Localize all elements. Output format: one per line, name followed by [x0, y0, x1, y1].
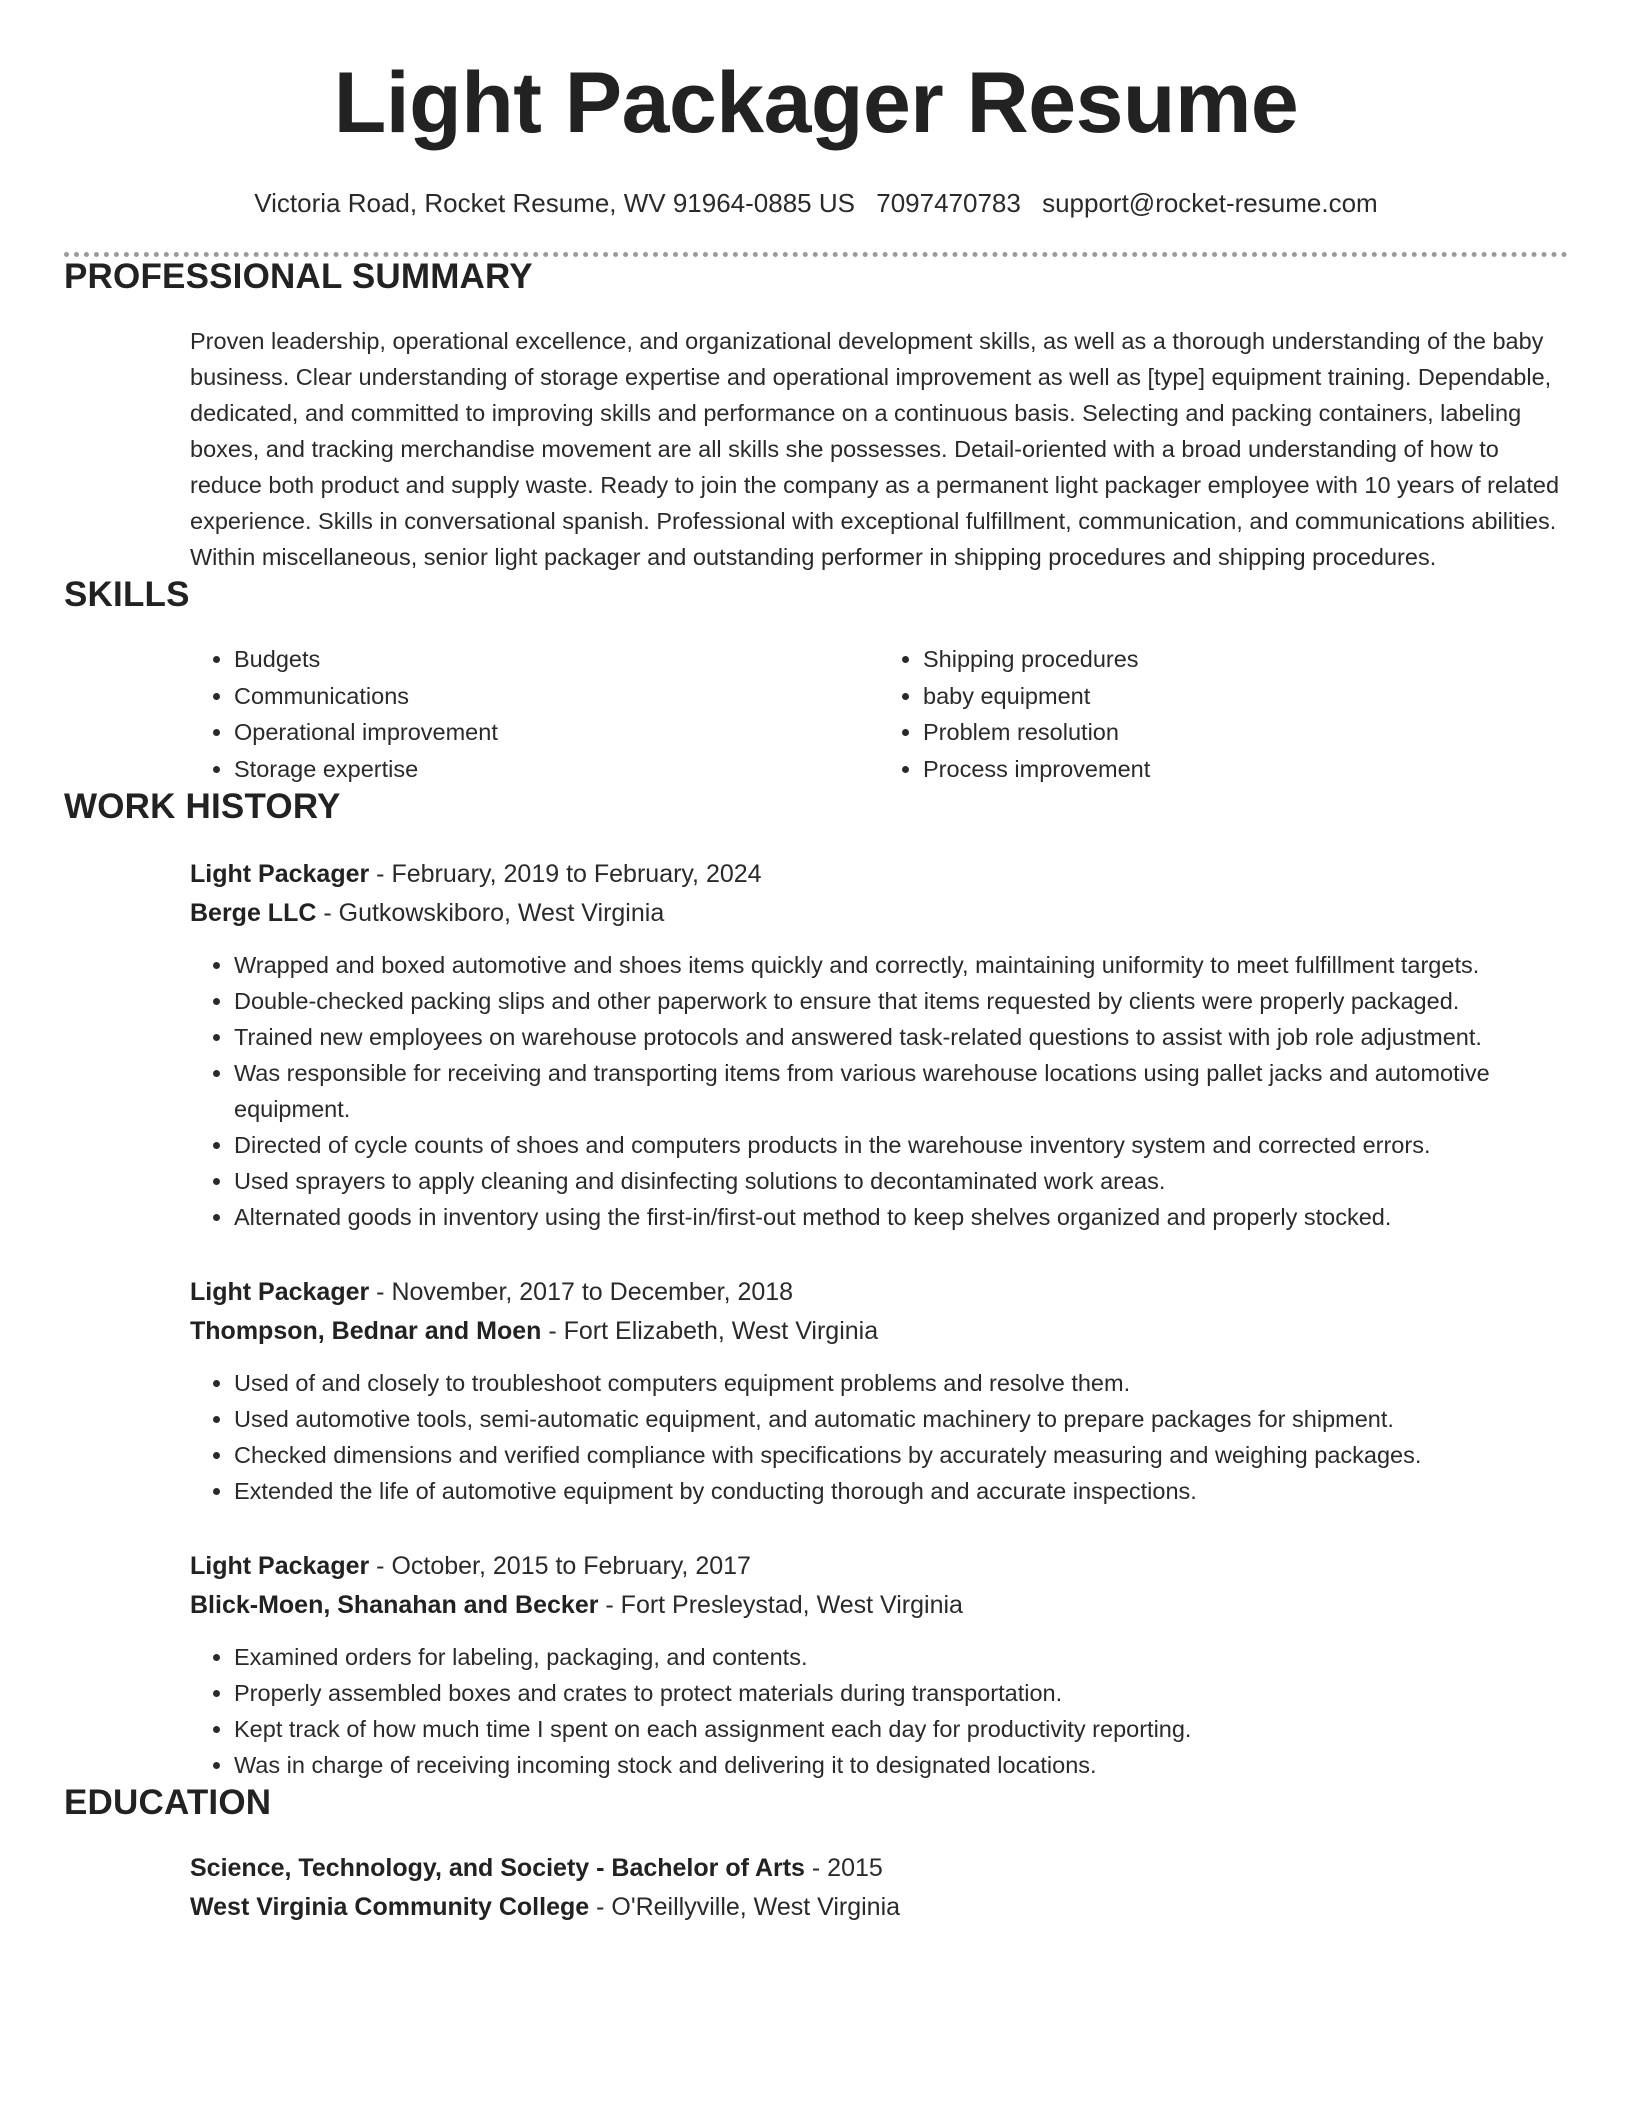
job-bullet: • Kept track of how much time I spent on each assignment each day for productivity reporting.: [234, 1711, 1568, 1747]
education-degree: Science, Technology, and Society - Bachelor of Arts: [190, 1854, 805, 1882]
job-bullet: • Was responsible for receiving and transporting items from various warehouse locations using pallet jacks and automotive equipment.: [234, 1055, 1568, 1127]
job-entry: [190, 855, 1568, 1235]
skills-heading: SKILLS: [64, 575, 190, 614]
job-bullet: • Used sprayers to apply cleaning and disinfecting solutions to decontaminated work areas.: [234, 1163, 1568, 1199]
job-title: Light Packager: [190, 1552, 370, 1580]
skill-item: • Operational improvement: [234, 714, 879, 751]
skill-item: • Communications: [234, 678, 879, 715]
summary-text: Proven leadership, operational excellence, and organizational development skills, as well as a thorough understanding of the baby business. Clear understanding of storage expertise and operational improvement as well as [type] equipment training. Dependable, dedicated, and committed to improving skills and performance on a continuous basis. Selecting and packing containers, labeling boxes, and tracking merchandise movement are all skills she possesses. Detail-oriented with a broad understanding of how to reduce both product and supply waste. Ready to join the company as a permanent light packager employee with 10 years of related experience. Skills in conversational spanish. Professional with exceptional fulfillment, communication, and communications abilities. Within miscellaneous, senior light packager and outstanding performer in shipping procedures and shipping procedures.: [190, 328, 1560, 570]
skills-column-right: [879, 641, 1568, 787]
job-dates: - October, 2015 to February, 2017: [369, 1552, 751, 1580]
job-company-line: [190, 1586, 1568, 1625]
job-bullet: • Used automotive tools, semi-automatic equipment, and automatic machinery to prepare packages for shipment.: [234, 1401, 1568, 1437]
job-bullet: • Checked dimensions and verified compliance with specifications by accurately measuring and weighing packages.: [234, 1437, 1568, 1473]
job-bullets: [190, 1365, 1568, 1509]
education-degree-line: [190, 1849, 1568, 1888]
job-bullet: • Extended the life of automotive equipment by conducting thorough and accurate inspections.: [234, 1473, 1568, 1509]
job-bullet: • Directed of cycle counts of shoes and computers products in the warehouse inventory system and corrected errors.: [234, 1127, 1568, 1163]
job-company-line: [190, 1312, 1568, 1351]
education-heading: EDUCATION: [64, 1783, 272, 1822]
job-company: Thompson, Bednar and Moen: [190, 1317, 542, 1345]
job-entry: [190, 1547, 1568, 1783]
skills-list: [190, 641, 1568, 787]
skill-item: • Process improvement: [923, 751, 1568, 788]
job-location: - Fort Presleystad, West Virginia: [598, 1591, 963, 1619]
job-bullet: • Examined orders for labeling, packaging, and contents.: [234, 1639, 1568, 1675]
job-title-line: [190, 1273, 1568, 1312]
education-entry: [190, 1849, 1568, 1927]
work-history-heading: WORK HISTORY: [64, 787, 341, 826]
job-bullet: • Alternated goods in inventory using the first-in/first-out method to keep shelves organized and properly stocked.: [234, 1199, 1568, 1235]
skill-item: • Storage expertise: [234, 751, 879, 788]
job-title-line: [190, 855, 1568, 894]
job-bullet: • Wrapped and boxed automotive and shoes items quickly and correctly, maintaining uniformity to meet fulfillment targets.: [234, 947, 1568, 983]
contact-phone: 7097470783: [876, 188, 1021, 218]
education-school: West Virginia Community College: [190, 1893, 590, 1921]
skill-item: • Shipping procedures: [923, 641, 1568, 678]
job-title: Light Packager: [190, 860, 370, 888]
education-location: - O'Reillyville, West Virginia: [589, 1893, 901, 1921]
skill-item: • baby equipment: [923, 678, 1568, 715]
job-bullet: • Used of and closely to troubleshoot computers equipment problems and resolve them.: [234, 1365, 1568, 1401]
job-company: Blick-Moen, Shanahan and Becker: [190, 1591, 599, 1619]
contact-line: [64, 188, 1568, 219]
education-year: - 2015: [804, 1854, 883, 1882]
contact-email: support@rocket-resume.com: [1042, 188, 1378, 218]
resume-title: Light Packager Resume: [333, 55, 1299, 151]
education-school-line: [190, 1888, 1568, 1927]
job-location: - Fort Elizabeth, West Virginia: [541, 1317, 879, 1345]
job-dates: - February, 2019 to February, 2024: [369, 860, 762, 888]
summary-heading: PROFESSIONAL SUMMARY: [64, 257, 533, 296]
job-bullet: • Was in charge of receiving incoming stock and delivering it to designated locations.: [234, 1747, 1568, 1783]
job-location: - Gutkowskiboro, West Virginia: [316, 899, 665, 927]
skill-item: • Problem resolution: [923, 714, 1568, 751]
skills-column-left: [190, 641, 879, 787]
skill-item: • Budgets: [234, 641, 879, 678]
job-bullet: • Trained new employees on warehouse protocols and answered task-related questions to assist with job role adjustment.: [234, 1019, 1568, 1055]
job-bullet: • Double-checked packing slips and other paperwork to ensure that items requested by clients were properly packaged.: [234, 983, 1568, 1019]
job-company-line: [190, 894, 1568, 933]
job-company: Berge LLC: [190, 899, 317, 927]
job-entry: [190, 1273, 1568, 1509]
contact-address: Victoria Road, Rocket Resume, WV 91964-0885 US: [254, 188, 855, 218]
job-bullets: [190, 947, 1568, 1235]
job-bullets: [190, 1639, 1568, 1783]
job-title-line: [190, 1547, 1568, 1586]
job-title: Light Packager: [190, 1278, 370, 1306]
job-dates: - November, 2017 to December, 2018: [369, 1278, 794, 1306]
job-bullet: • Properly assembled boxes and crates to protect materials during transportation.: [234, 1675, 1568, 1711]
